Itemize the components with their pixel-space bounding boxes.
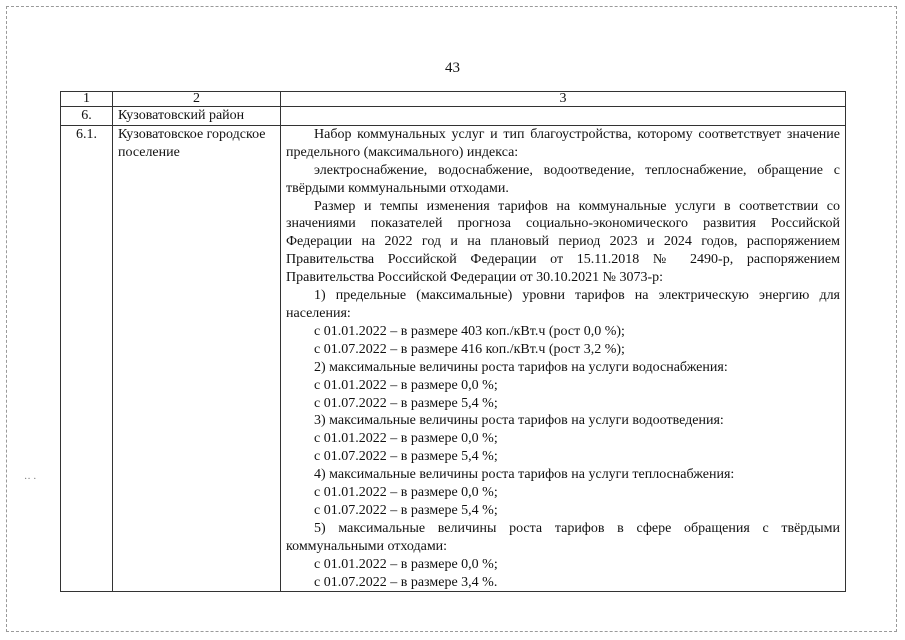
entry-paragraph: с 01.01.2022 – в размере 403 коп./кВт.ч (рост 0,0 %); — [314, 323, 625, 339]
entry-row — [61, 125, 846, 592]
region-number: 6. — [61, 107, 113, 126]
entry-paragraph: 5) максимальные величины роста тарифов в сфере обращения с твёрдыми коммунальными отходами: — [286, 520, 840, 554]
entry-paragraph: с 01.07.2022 – в размере 3,4 %. — [314, 574, 498, 590]
entry-paragraph: 1) предельные (максимальные) уровни тарифов на электрическую энергию для населения: — [286, 288, 840, 321]
entry-name: Кузоватовское городское поселение — [113, 125, 281, 592]
entry-paragraph: Набор коммунальных услуг и тип благоустройства, которому соответствует значение предельного (максимального) индекса: — [286, 126, 840, 160]
entry-paragraph: Размер и темпы изменения тарифов на коммунальные услуги в соответствии со значениями показателей прогноза социально-экономического развития Российской Федерации на 2022 год и на плановый период 2023 и 2024 годов, распоряжением Правительства Российской Федерации от 15.11.2018 № 2490-р, распоряжением Правительства Российской Федерации от 30.10.2021 № 3073-р: — [286, 198, 840, 286]
entry-paragraph: с 01.01.2022 – в размере 0,0 %; — [314, 485, 498, 501]
tariff-table — [60, 91, 846, 592]
entry-paragraph: 3) максимальные величины роста тарифов на услуги водоотведения: — [314, 413, 724, 429]
scan-artifact: ·· · — [24, 474, 37, 485]
column-number-2: 2 — [113, 92, 281, 107]
entry-paragraph: с 01.07.2022 – в размере 5,4 %; — [314, 449, 498, 465]
entry-paragraph: с 01.01.2022 – в размере 0,0 %; — [314, 556, 498, 572]
region-text — [281, 107, 846, 126]
entry-number: 6.1. — [61, 125, 113, 592]
region-row — [61, 107, 846, 126]
entry-text-cell — [281, 125, 846, 592]
entry-paragraph: с 01.01.2022 – в размере 0,0 %; — [314, 377, 498, 393]
column-number-row — [61, 92, 846, 107]
page-number: 43 — [445, 60, 460, 76]
entry-paragraph: с 01.07.2022 – в размере 5,4 %; — [314, 395, 498, 411]
region-name: Кузоватовский район — [113, 107, 281, 126]
column-number-3: 3 — [281, 92, 846, 107]
entry-paragraph: 2) максимальные величины роста тарифов на услуги водоснабжения: — [314, 359, 728, 375]
entry-paragraph: электроснабжение, водоснабжение, водоотведение, теплоснабжение, обращение с твёрдыми коммунальными отходами. — [286, 162, 840, 196]
entry-paragraph: 4) максимальные величины роста тарифов на услуги теплоснабжения: — [314, 467, 735, 483]
entry-paragraph: с 01.07.2022 – в размере 5,4 %; — [314, 502, 498, 518]
column-number-1: 1 — [61, 92, 113, 107]
entry-paragraph: с 01.01.2022 – в размере 0,0 %; — [314, 431, 498, 447]
entry-paragraph: с 01.07.2022 – в размере 416 коп./кВт.ч (рост 3,2 %); — [314, 341, 625, 357]
